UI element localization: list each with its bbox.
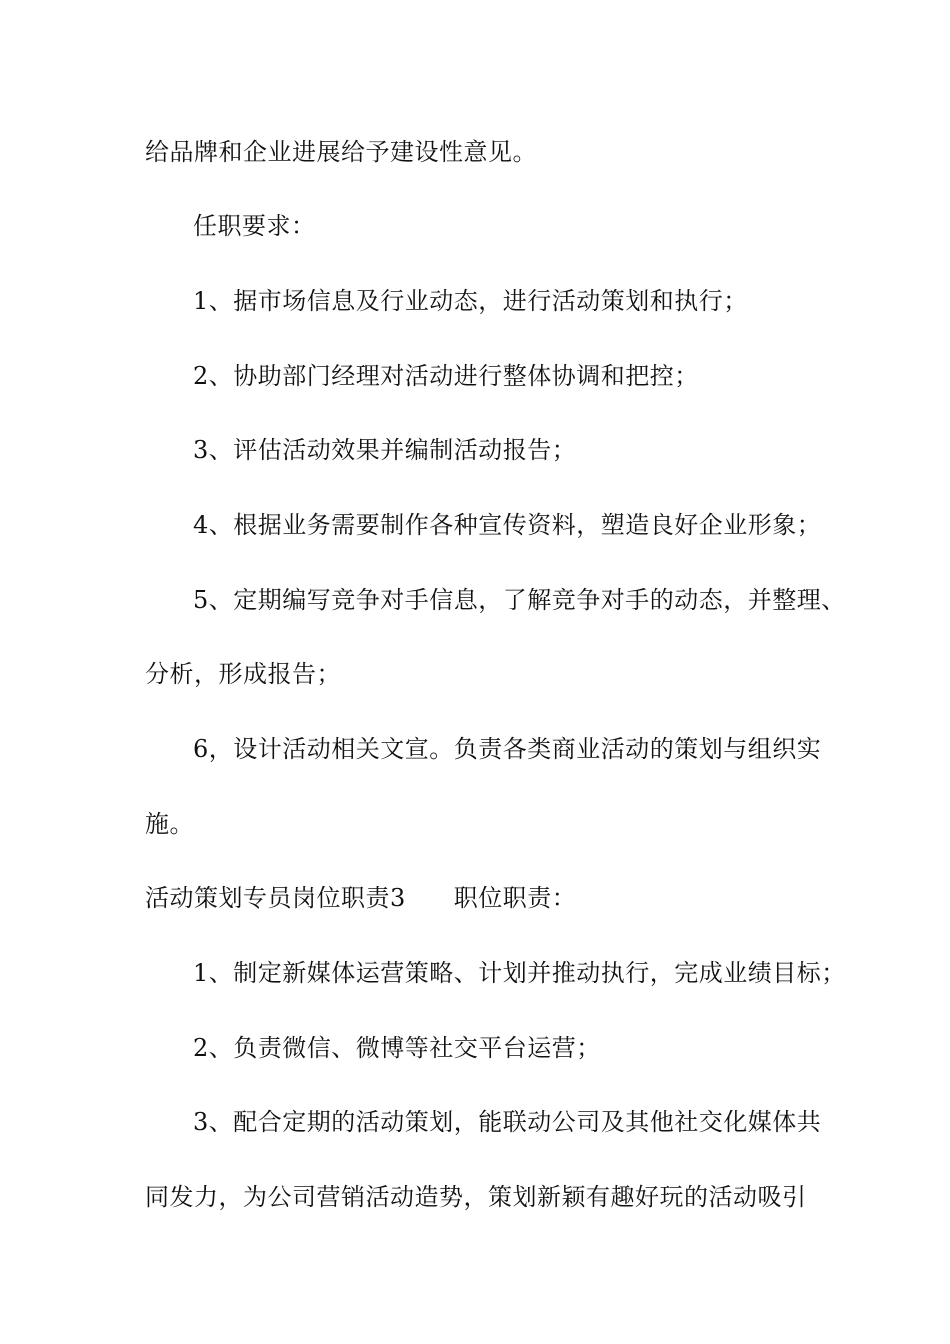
- list-item: 1、制定新媒体运营策略、计划并推动执行，完成业绩目标；: [193, 959, 846, 987]
- list-item-continuation: 施。: [145, 810, 194, 838]
- list-item-continuation: 同发力，为公司营销活动造势，策划新颖有趣好玩的活动吸引: [145, 1183, 807, 1211]
- list-item: 2、协助部门经理对活动进行整体协调和把控；: [193, 362, 699, 390]
- section-heading: 任职要求：: [193, 212, 316, 240]
- paragraph-line: 给品牌和企业进展给予建设性意见。: [145, 138, 537, 166]
- list-item: 4、根据业务需要制作各种宣传资料，塑造良好企业形象；: [193, 511, 822, 539]
- list-item: 3、配合定期的活动策划，能联动公司及其他社交化媒体共: [193, 1108, 822, 1136]
- list-item: 2、负责微信、微博等社交平台运营；: [193, 1034, 601, 1062]
- document-heading-row: [145, 882, 576, 914]
- document-title: 活动策划专员岗位职责3: [145, 884, 406, 912]
- list-item-continuation: 分析，形成报告；: [145, 660, 341, 688]
- list-item: 1、据市场信息及行业动态，进行活动策划和执行；: [193, 287, 748, 315]
- list-item: 5、定期编写竞争对手信息，了解竞争对手的动态，并整理、: [193, 586, 846, 614]
- section-heading: 职位职责：: [453, 884, 577, 912]
- list-item: 6，设计活动相关文宣。负责各类商业活动的策划与组织实: [193, 735, 822, 763]
- list-item: 3、评估活动效果并编制活动报告；: [193, 436, 577, 464]
